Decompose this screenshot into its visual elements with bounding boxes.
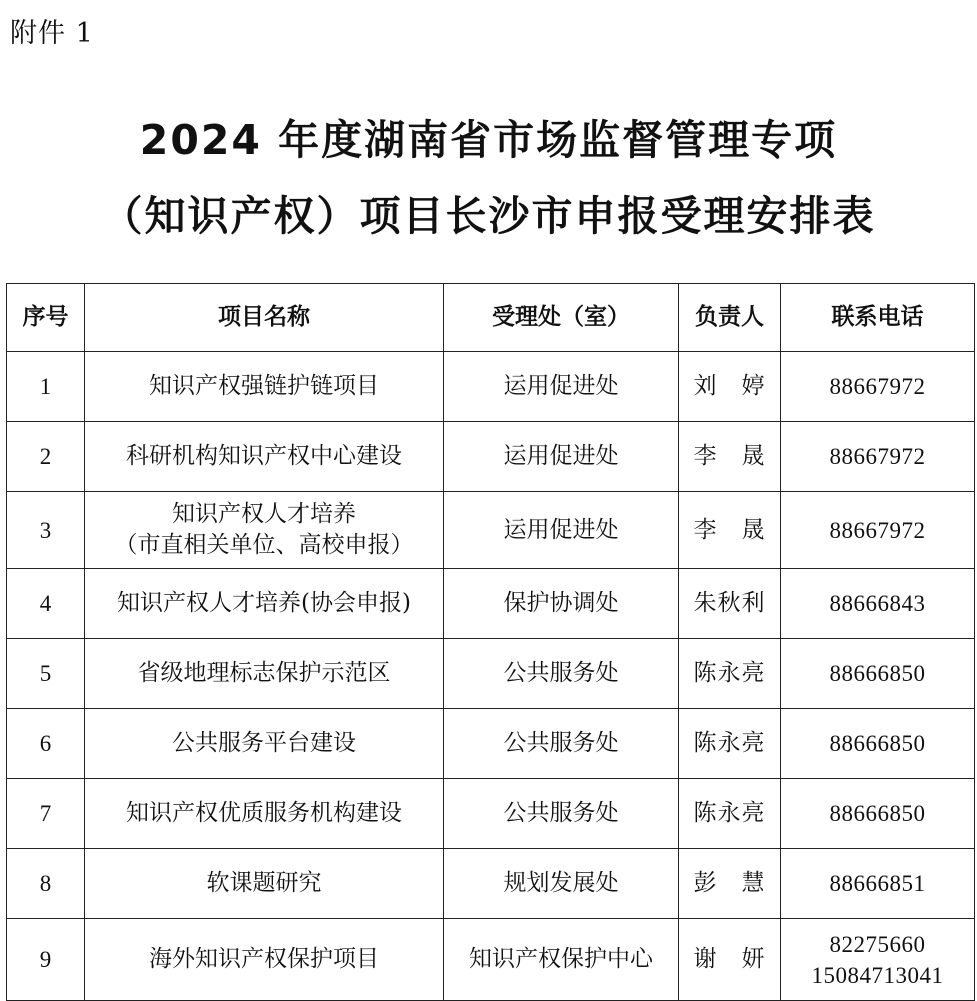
person-text: 陈永亮 — [693, 730, 766, 756]
phone-text: 88666850 — [829, 801, 926, 826]
column-header-office: 受理处（室） — [444, 284, 679, 352]
office-text: 知识产权保护中心 — [469, 946, 653, 972]
cell-project-name — [85, 492, 444, 569]
document-title-line-2: （知识产权）项目长沙市申报受理安排表 — [101, 192, 876, 240]
cell-person — [679, 849, 781, 919]
project-name-text: 软课题研究 — [206, 870, 322, 896]
cell-office — [444, 422, 679, 492]
index-text: 6 — [39, 731, 52, 756]
cell-person — [679, 709, 781, 779]
cell-person — [679, 422, 781, 492]
index-text: 7 — [39, 801, 52, 826]
cell-phone — [781, 639, 975, 709]
cell-index — [7, 352, 85, 422]
table-row — [7, 639, 975, 709]
table-row — [7, 569, 975, 639]
project-name-text: 公共服务平台建设 — [172, 730, 356, 756]
cell-phone — [781, 779, 975, 849]
index-text: 8 — [39, 871, 52, 896]
column-header-index: 序号 — [7, 284, 85, 352]
cell-phone — [781, 709, 975, 779]
office-text: 公共服务处 — [503, 730, 619, 756]
document-title-line-1: 2024 年度湖南省市场监督管理专项 — [139, 116, 838, 164]
table-row — [7, 779, 975, 849]
cell-person — [679, 639, 781, 709]
phone-text: 88666850 — [829, 661, 926, 686]
phone-text: 88667972 — [829, 517, 926, 543]
phone-text: 88666851 — [829, 871, 926, 896]
cell-project-name — [85, 422, 444, 492]
office-text: 公共服务处 — [503, 660, 619, 686]
cell-phone — [781, 569, 975, 639]
phone-text-secondary: 15084713041 — [811, 962, 944, 988]
index-text: 3 — [39, 517, 52, 543]
project-name-text: 知识产权强链护链项目 — [149, 373, 379, 399]
table-row — [7, 422, 975, 492]
table-row — [7, 492, 975, 569]
cell-office — [444, 849, 679, 919]
table-row — [7, 919, 975, 1001]
phone-text: 88667972 — [829, 444, 926, 469]
index-text: 1 — [39, 374, 52, 399]
cell-phone — [781, 849, 975, 919]
cell-project-name — [85, 709, 444, 779]
cell-project-name — [85, 919, 444, 1001]
table-header-row — [7, 284, 975, 352]
project-name-text: 省级地理标志保护示范区 — [137, 660, 391, 686]
index-text: 4 — [39, 591, 52, 616]
cell-person — [679, 352, 781, 422]
cell-phone — [781, 919, 975, 1001]
table-row — [7, 709, 975, 779]
column-header-project-name: 项目名称 — [85, 284, 444, 352]
cell-person — [679, 919, 781, 1001]
cell-office — [444, 569, 679, 639]
cell-project-name — [85, 849, 444, 919]
office-text: 保护协调处 — [503, 590, 619, 616]
cell-project-name — [85, 779, 444, 849]
column-header-phone: 联系电话 — [781, 284, 975, 352]
cell-person — [679, 779, 781, 849]
cell-phone — [781, 422, 975, 492]
table-row — [7, 849, 975, 919]
column-header-person: 负责人 — [679, 284, 781, 352]
project-name-text: 知识产权人才培养 — [172, 501, 356, 527]
table-body — [7, 352, 975, 1001]
office-text: 运用促进处 — [503, 373, 619, 399]
project-name-text: 知识产权人才培养(协会申报) — [117, 590, 411, 616]
person-text: 朱秋利 — [693, 590, 766, 616]
cell-project-name — [85, 639, 444, 709]
cell-office — [444, 709, 679, 779]
cell-index — [7, 919, 85, 1001]
project-name-note: （市直相关单位、高校申报） — [114, 532, 414, 558]
person-text: 刘 婷 — [693, 373, 766, 399]
person-text: 陈永亮 — [693, 800, 766, 826]
phone-text: 82275660 — [829, 931, 926, 957]
cell-index — [7, 709, 85, 779]
index-text: 5 — [39, 661, 52, 686]
phone-text: 88666843 — [829, 591, 926, 616]
project-name-text: 知识产权优质服务机构建设 — [126, 800, 402, 826]
cell-phone — [781, 352, 975, 422]
cell-office — [444, 639, 679, 709]
schedule-table — [6, 283, 975, 1001]
cell-phone — [781, 492, 975, 569]
person-text: 谢 妍 — [693, 946, 766, 972]
table-row — [7, 352, 975, 422]
person-text: 李 晟 — [693, 516, 766, 543]
attachment-label: 附件 1 — [10, 18, 94, 49]
cell-index — [7, 639, 85, 709]
cell-person — [679, 569, 781, 639]
cell-project-name — [85, 569, 444, 639]
person-text: 彭 慧 — [693, 870, 766, 896]
cell-index — [7, 422, 85, 492]
office-text: 运用促进处 — [503, 443, 619, 469]
cell-index — [7, 569, 85, 639]
cell-office — [444, 492, 679, 569]
cell-project-name — [85, 352, 444, 422]
cell-office — [444, 779, 679, 849]
office-text: 规划发展处 — [503, 870, 619, 896]
person-text: 陈永亮 — [693, 660, 766, 686]
index-text: 9 — [39, 947, 52, 972]
phone-text: 88666850 — [829, 731, 926, 756]
cell-office — [444, 352, 679, 422]
office-text: 公共服务处 — [503, 800, 619, 826]
project-name-text: 海外知识产权保护项目 — [149, 946, 379, 972]
cell-index — [7, 492, 85, 569]
phone-text: 88667972 — [829, 374, 926, 399]
index-text: 2 — [39, 444, 52, 469]
person-text: 李 晟 — [693, 443, 766, 469]
cell-index — [7, 849, 85, 919]
office-text: 运用促进处 — [503, 516, 619, 543]
cell-person — [679, 492, 781, 569]
project-name-text: 科研机构知识产权中心建设 — [126, 443, 402, 469]
cell-office — [444, 919, 679, 1001]
cell-index — [7, 779, 85, 849]
